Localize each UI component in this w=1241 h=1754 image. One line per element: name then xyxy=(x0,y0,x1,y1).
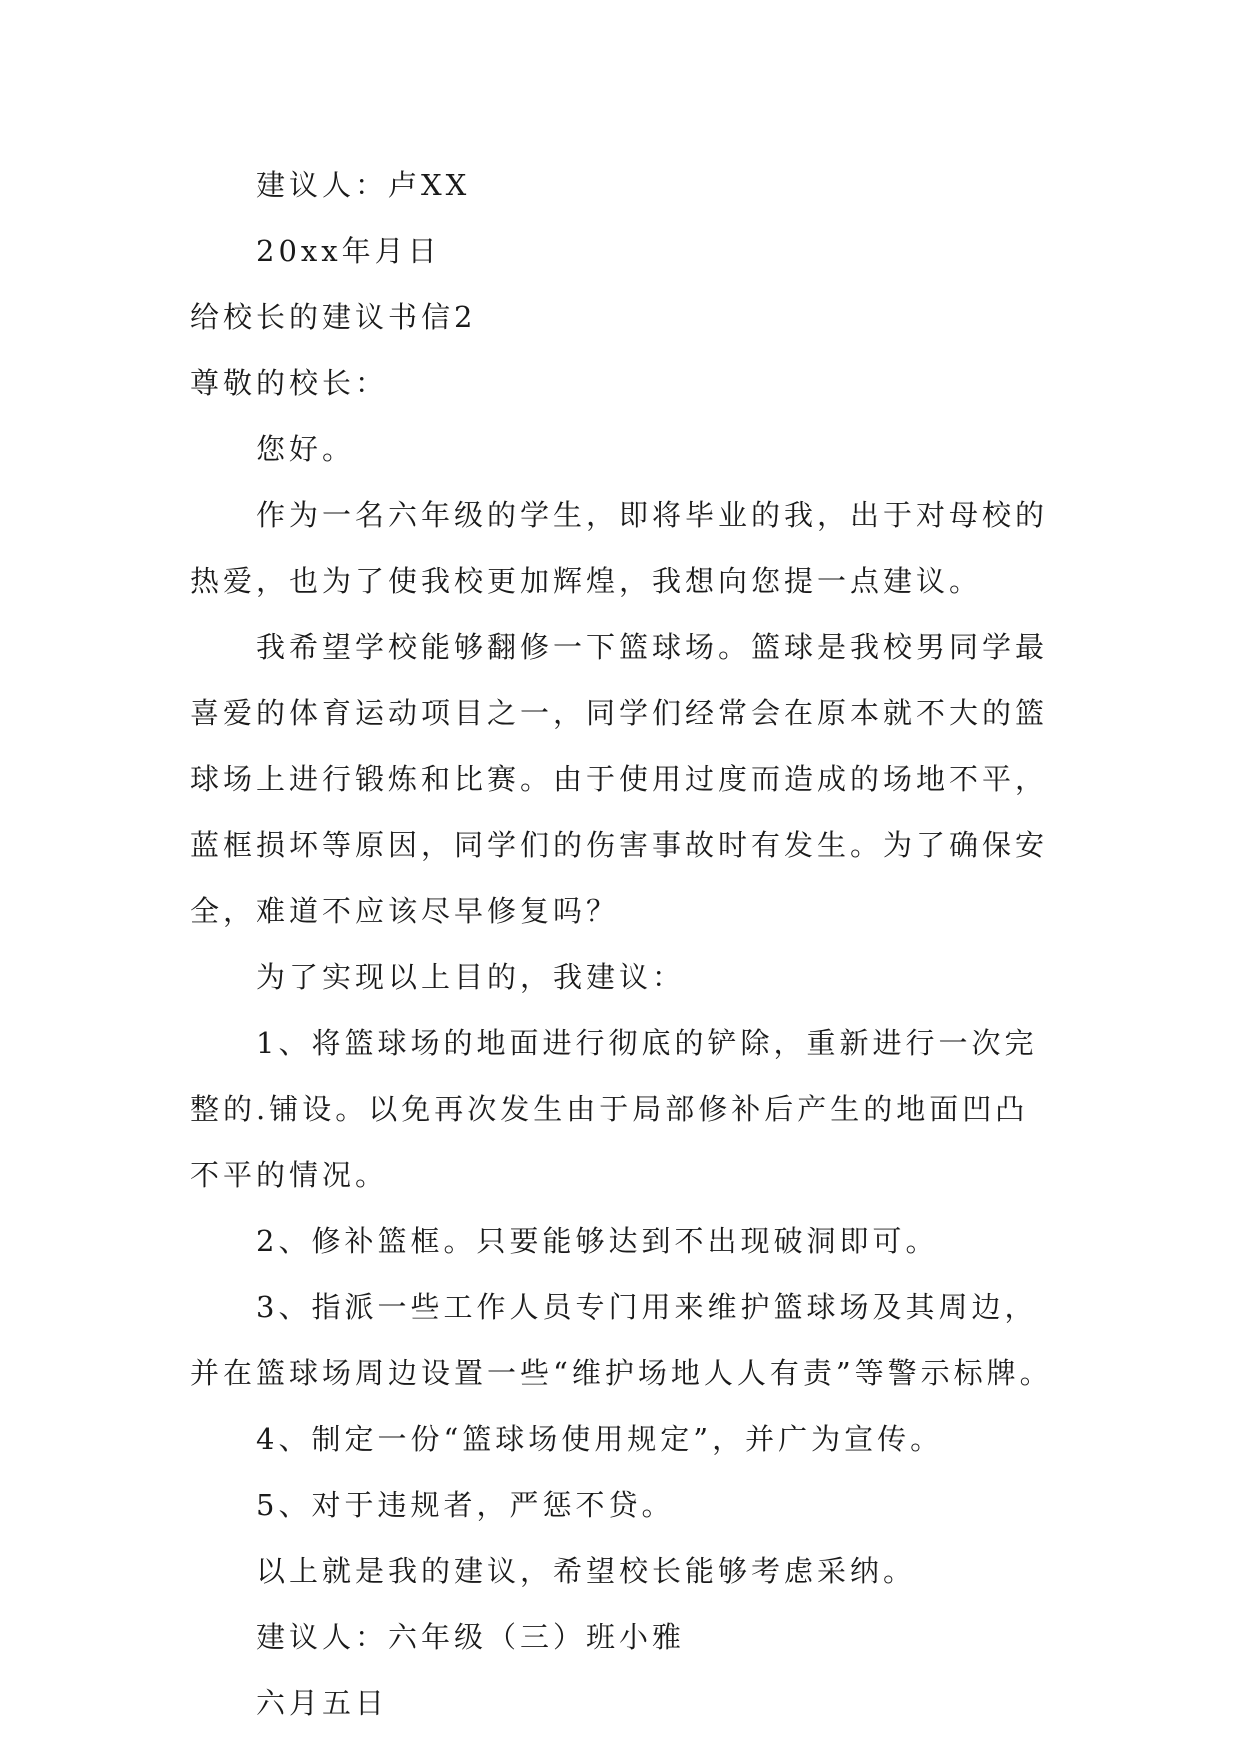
closing-conclusion: 以上就是我的建议，希望校长能够考虑采纳。 xyxy=(256,1554,917,1588)
paragraph-line: 4、制定一份“篮球场使用规定”，并广为宣传。 xyxy=(256,1422,944,1456)
document-body xyxy=(190,152,1060,1736)
paragraph-line: 不平的情况。 xyxy=(190,1158,389,1192)
suggestion-item-1 xyxy=(190,1010,1060,1208)
suggestion-item-3 xyxy=(190,1274,1060,1406)
paragraph-line: 球场上进行锻炼和比赛。由于使用过度而造成的场地不平， xyxy=(190,762,1049,796)
paragraph-line: 全，难道不应该尽早修复吗？ xyxy=(190,894,620,928)
paragraph-line: 喜爱的体育运动项目之一，同学们经常会在原本就不大的篮 xyxy=(190,696,1049,730)
suggestion-item-4 xyxy=(190,1406,1060,1472)
closing-date: 六月五日 xyxy=(256,1686,389,1720)
previous-signer-line: 建议人：卢XX xyxy=(256,168,471,202)
paragraph-line: 我希望学校能够翻修一下篮球场。篮球是我校男同学最 xyxy=(256,630,1049,664)
paragraph-line: 为了实现以上目的，我建议： xyxy=(256,960,686,994)
paragraph-line: 蓝框损坏等原因，同学们的伤害事故时有发生。为了确保安 xyxy=(190,828,1049,862)
paragraph-intro xyxy=(190,482,1060,614)
paragraph-line: 并在篮球场周边设置一些“维护场地人人有责”等警示标牌。 xyxy=(190,1356,1053,1390)
paragraph-line: 2、修补篮框。只要能够达到不出现破洞即可。 xyxy=(256,1224,939,1258)
suggestion-item-2 xyxy=(190,1208,1060,1274)
previous-date-line: 20xx年月日 xyxy=(256,234,441,268)
suggestion-item-5 xyxy=(190,1472,1060,1538)
paragraph-line: 1、将篮球场的地面进行彻底的铲除，重新进行一次完 xyxy=(256,1026,1038,1060)
closing-signer: 建议人：六年级（三）班小雅 xyxy=(256,1620,686,1654)
paragraph-line: 热爱，也为了使我校更加辉煌，我想向您提一点建议。 xyxy=(190,564,983,598)
salutation: 尊敬的校长： xyxy=(190,366,389,400)
letter-title: 给校长的建议书信2 xyxy=(190,300,477,334)
paragraph-line: 3、指派一些工作人员专门用来维护篮球场及其周边， xyxy=(256,1290,1038,1324)
greeting: 您好。 xyxy=(256,432,356,466)
paragraph-basketball-court xyxy=(190,614,1060,944)
paragraph-line: 5、对于违规者，严惩不贷。 xyxy=(256,1488,675,1522)
paragraph-suggestion-intro xyxy=(190,944,1060,1010)
paragraph-line: 作为一名六年级的学生，即将毕业的我，出于对母校的 xyxy=(256,498,1049,532)
paragraph-line: 整的.铺设。以免再次发生由于局部修补后产生的地面凹凸 xyxy=(190,1092,1029,1126)
